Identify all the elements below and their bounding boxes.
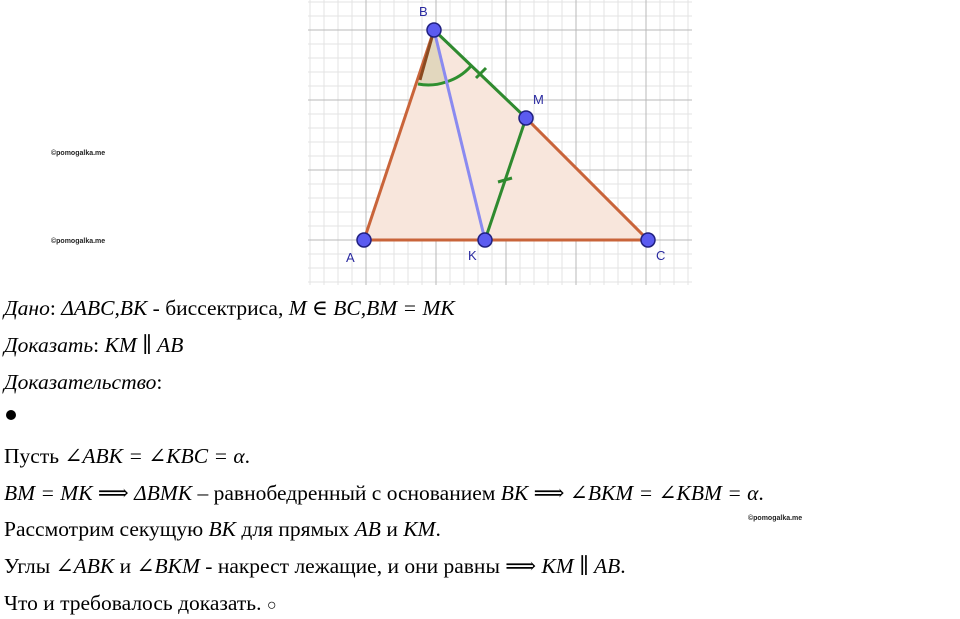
l6-d: AB — [354, 517, 381, 541]
l7-d: ∠BKM — [136, 554, 200, 578]
point-b — [427, 23, 441, 37]
watermark: ©pomogalka.me — [51, 150, 106, 157]
l4-a: Пусть — [4, 444, 65, 468]
given-label: Дано — [4, 296, 50, 320]
l7-c: и — [114, 554, 137, 578]
l7-e: - накрест лежащие, и они равны — [199, 554, 506, 578]
given-middle: - биссектриса, — [147, 296, 289, 320]
bullet-point — [6, 410, 16, 420]
proof-heading — [4, 369, 162, 395]
l5-b: – равнобедренный с основанием — [192, 481, 501, 505]
proof-line-3 — [4, 516, 441, 542]
prove-colon: : — [93, 333, 100, 357]
label-k: K — [468, 248, 477, 263]
given-symbols: ΔABC,BK — [61, 296, 148, 320]
point-c — [641, 233, 655, 247]
triangle-figure — [300, 0, 700, 290]
l6-a: Рассмотрим секущую — [4, 517, 209, 541]
proof-line-1 — [4, 443, 250, 469]
prove-line — [4, 332, 183, 358]
point-a — [357, 233, 371, 247]
proof-line-5 — [4, 590, 277, 619]
given-colon: : — [49, 296, 56, 320]
point-k — [478, 233, 492, 247]
proof-colon: : — [156, 370, 163, 394]
l5-a: BM = MK ⟹ ΔBMK — [4, 481, 193, 505]
label-c: C — [656, 248, 666, 263]
prove-label: Доказать — [4, 333, 94, 357]
given-symbols-2: M ∈ BC,BM = MK — [288, 296, 455, 320]
l7-a: Углы — [4, 554, 56, 578]
l6-b: BK — [208, 517, 237, 541]
l6-g: . — [435, 517, 441, 541]
l5-c: BK ⟹ ∠BKM = ∠KBM = α — [500, 481, 759, 505]
proof-line-4 — [4, 553, 626, 579]
l7-f: ⟹ KM ∥ AB — [505, 554, 621, 578]
qed-icon: ○ — [266, 597, 277, 614]
label-m: M — [533, 92, 544, 107]
l6-f: KM — [403, 517, 436, 541]
l7-g: . — [620, 554, 626, 578]
l4-c: . — [244, 444, 251, 468]
given-line — [4, 295, 455, 321]
label-b: B — [419, 4, 428, 19]
l8-a: Что и требовалось доказать. — [4, 591, 267, 615]
point-m — [519, 111, 533, 125]
l4-b: ∠ABK = ∠KBC = α — [64, 444, 245, 468]
watermark: ©pomogalka.me — [748, 515, 803, 522]
prove-symbols: KM ∥ AB — [104, 333, 184, 357]
label-a: A — [346, 250, 355, 265]
l6-c: для прямых — [236, 517, 355, 541]
l5-d: . — [758, 481, 764, 505]
proof-label: Доказательство — [4, 370, 157, 394]
proof-line-2 — [4, 480, 764, 506]
l7-b: ∠ABK — [55, 554, 115, 578]
l6-e: и — [380, 517, 404, 541]
watermark: ©pomogalka.me — [51, 238, 106, 245]
